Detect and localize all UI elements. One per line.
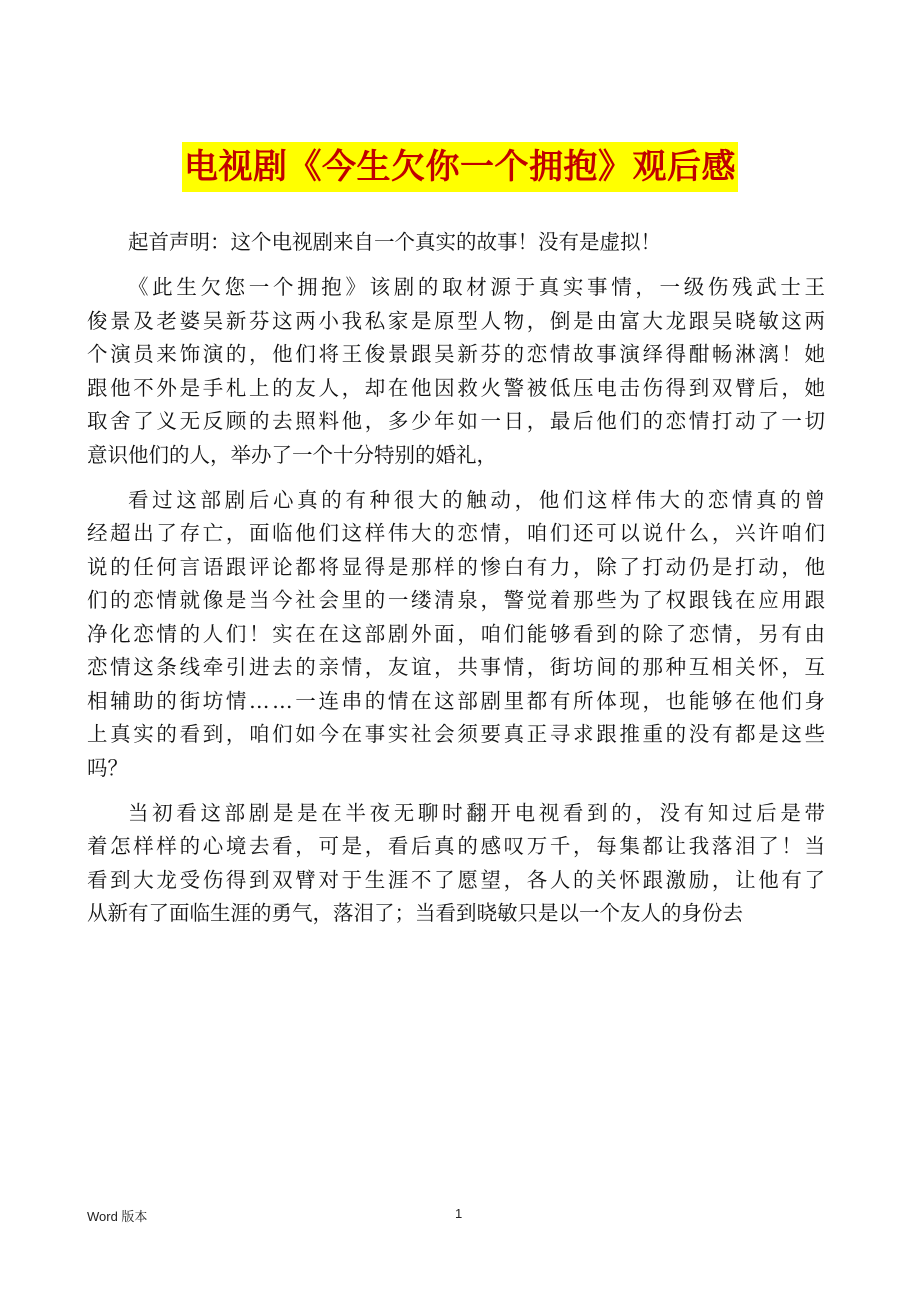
paragraph-line: 意识他们的人，举办了一个十分特别的婚礼， <box>87 442 497 467</box>
paragraph-line: 《此生欠您一个拥抱》该剧的取材源于真实事情，一级伤残武士王 <box>128 275 829 299</box>
paragraph-line: 吗？ <box>87 755 128 780</box>
paragraph-line: 说的任何言语跟评论都将显得是那样的惨白有力，除了打动仍是打动，他 <box>87 554 828 579</box>
paragraph-line: 相辅助的街坊情……一连串的情在这部剧里都有所体现，也能够在他们身 <box>87 688 828 713</box>
paragraph-line: 上真实的看到，咱们如今在事实社会须要真正寻求跟推重的没有都是这些 <box>87 722 828 746</box>
paragraph-line: 经超出了存亡，面临他们这样伟大的恋情，咱们还可以说什么，兴许咱们 <box>87 521 828 545</box>
paragraph-4 <box>87 797 829 931</box>
paragraph-line: 俊景及老婆吴新芬这两小我私家是原型人物，倒是由富大龙跟吴晓敏这两 <box>87 308 828 333</box>
paragraph-1 <box>87 226 825 260</box>
paragraph-line: 取舍了义无反顾的去照料他，多少年如一日，最后他们的恋情打动了一切 <box>87 409 828 433</box>
paragraph-line: 跟他不外是手札上的友人，却在他因救火警被低压电击伤得到双臂后，她 <box>87 375 828 400</box>
paragraph-line: 看到大龙受伤得到双臂对于生涯不了愿望，各人的关怀跟激励，让他有了 <box>87 867 828 892</box>
paragraph-2 <box>87 271 829 472</box>
paragraph-line: 看过这部剧后心真的有种很大的触动，他们这样伟大的恋情真的曾 <box>128 487 829 512</box>
paragraph-line: 恋情这条线牵引进去的亲情，友谊，共事情，街坊间的那种互相关怀，互 <box>87 655 828 679</box>
paragraph-line: 着怎样样的心境去看，可是，看后真的感叹万千，每集都让我落泪了！当 <box>87 834 828 858</box>
paragraph-line: 个演员来饰演的，他们将王俊景跟吴新芬的恋情故事演绎得酣畅淋漓！她 <box>87 342 828 366</box>
document-title: 电视剧《今生欠你一个拥抱》观后感 <box>182 142 738 192</box>
paragraph-line: 们的恋情就像是当今社会里的一缕清泉，警觉着那些为了权跟钱在应用跟 <box>87 588 828 612</box>
footer-word-version-label: Word 版本 <box>87 1209 148 1224</box>
title-container <box>0 142 920 192</box>
paragraph-3 <box>87 484 829 786</box>
footer-page-number: 1 <box>455 1206 463 1221</box>
paragraph-line: 起首声明：这个电视剧来自一个真实的故事！没有是虚拟！ <box>128 230 661 254</box>
paragraph-line: 净化恋情的人们！实在在这部剧外面，咱们能够看到的除了恋情，另有由 <box>87 621 828 646</box>
paragraph-line: 当初看这部剧是是在半夜无聊时翻开电视看到的，没有知过后是带 <box>128 800 829 825</box>
document-body <box>87 226 829 942</box>
paragraph-line: 从新有了面临生涯的勇气，落泪了；当看到晓敏只是以一个友人的身份去 <box>87 901 743 925</box>
